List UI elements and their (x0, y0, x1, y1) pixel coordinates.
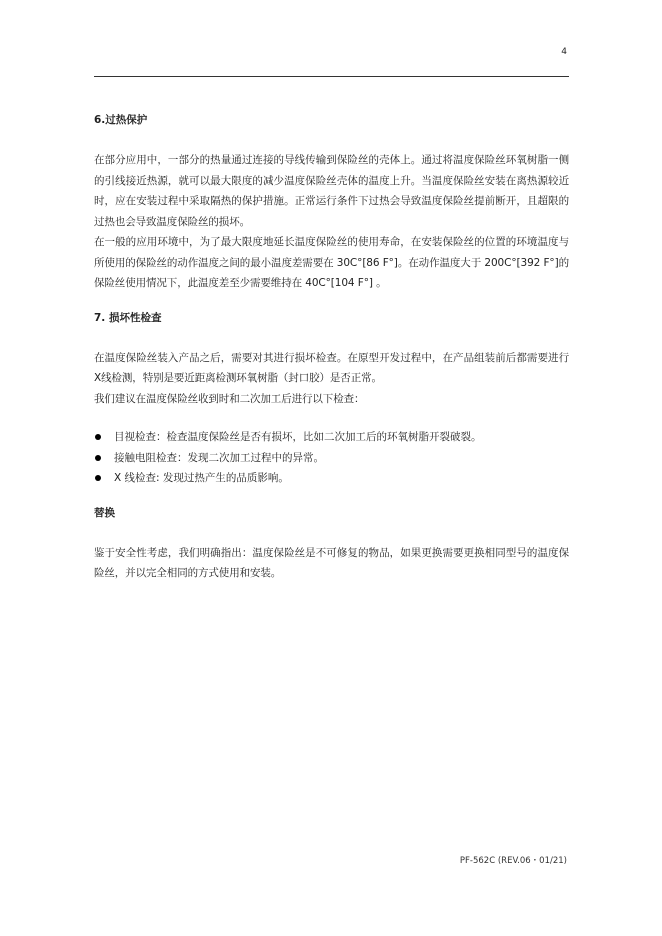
bullet-icon (95, 455, 101, 461)
overheat-paragraph-2: 在一般的应用环境中，为了最大限度地延长温度保险丝的使用寿命，在安装保险丝的位置的环境温度与所使用的保险丝的动作温度之间的最小温度差需要在 30C°[86 F°]。在动作温度大于 200C°[392 F°]的保险丝使用情况下，此温度差至少需要维持在 40C°[104 F°] 。 (94, 236, 569, 289)
list-item (94, 448, 569, 469)
list-item-text: 接触电阻检查：发现二次加工过程中的异常。 (114, 451, 324, 464)
page-number: 4 (561, 47, 567, 57)
document-body (94, 112, 569, 584)
list-item (94, 468, 569, 489)
replacement-paragraph-1: 鉴于安全性考虑，我们明确指出：温度保险丝是不可修复的物品，如果更换需要更换相同型号的温度保险丝，并以完全相同的方式使用和安装。 (94, 546, 569, 579)
section-title-overheat: 6.过热保护 (94, 114, 148, 126)
list-item-text: 目视检查：检查温度保险丝是否有损坏，比如二次加工后的环氧树脂开裂破裂。 (114, 431, 482, 443)
section-damage-check (94, 310, 569, 489)
list-item (94, 427, 569, 448)
damage-check-paragraph-2: 我们建议在温度保险丝收到时和二次加工后进行以下检查： (94, 392, 365, 405)
list-item-text: X 线检查: 发现过热产生的品质影响。 (114, 472, 289, 484)
bullet-icon (95, 475, 101, 481)
inspection-list (94, 427, 569, 489)
overheat-paragraph-1: 在部分应用中，一部分的热量通过连接的导线传输到保险丝的壳体上。通过将温度保险丝环氧树脂一侧的引线接近热源，就可以最大限度的减少温度保险丝壳体的温度上升。当温度保险丝安装在离热源较近时，应在安装过程中采取隔热的保护措施。正常运行条件下过热会导致温度保险丝提前断开，且超限的过热也会导致温度保险丝的损坏。 (94, 154, 569, 228)
section-overheat-protection (94, 112, 569, 294)
section-title-damage-check: 7. 损坏性检查 (94, 311, 162, 324)
header-divider (94, 76, 569, 77)
section-title-replacement: 替换 (94, 506, 115, 519)
section-replacement (94, 505, 569, 584)
damage-check-paragraph-1: 在温度保险丝装入产品之后，需要对其进行损坏检查。在原型开发过程中，在产品组装前后都需要进行X线检测，特别是要近距离检测环氧树脂（封口胶）是否正常。 (94, 351, 569, 384)
document-code-footer: PF-562C (REV.06・01/21) (459, 856, 567, 866)
bullet-icon (95, 434, 101, 440)
